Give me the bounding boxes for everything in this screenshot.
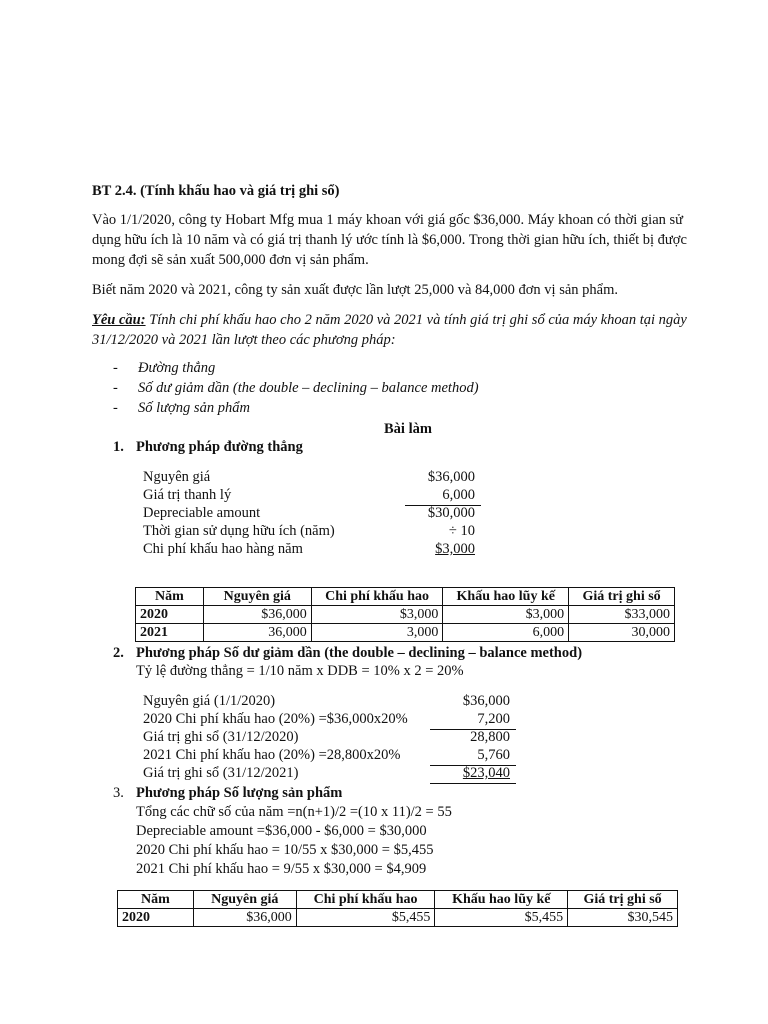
intro-paragraph: Vào 1/1/2020, công ty Hobart Mfg mua 1 máy khoan với giá gốc $36,000. Máy khoan có thời gian sử dụng hữu ích là 10 năm và có giá trị thanh lý ước tính là $6,000. Trong thời gian hữu ích, thiết bị được mong đợi sẽ sản xuất 500,000 đơn vị sản phẩm. [92, 212, 687, 268]
straight-line-table [135, 587, 675, 642]
calc-label: Giá trị thanh lý [143, 487, 232, 503]
calc-label: Chi phí khấu hao hàng năm [143, 541, 303, 557]
table-cell: 3,000 [311, 624, 443, 642]
calc-value: $3,000 [435, 541, 475, 557]
calc-label: Nguyên giá [143, 469, 211, 485]
section1-title: Phương pháp đường thẳng [136, 439, 303, 455]
section3-number: 3. [113, 785, 124, 801]
requirement-label: Yêu cầu: [92, 312, 146, 328]
section2-number: 2. [113, 645, 124, 661]
calc-label: Nguyên giá (1/1/2020) [143, 693, 276, 709]
requirement-text: Tính chi phí khấu hao cho 2 năm 2020 và 2021 và tính giá trị ghi sổ của máy khoan tại ngày 31/12/2020 và 2021 lần lượt theo các phương pháp: [92, 312, 687, 348]
table-cell: $30,545 [568, 909, 678, 927]
soyd-line: 2020 Chi phí khấu hao = 10/55 x $30,000 = $5,455 [136, 842, 434, 858]
exercise-title: BT 2.4. (Tính khấu hao và giá trị ghi sổ) [92, 183, 340, 199]
solution-heading: Bài làm [384, 421, 432, 437]
calc-label: Depreciable amount [143, 505, 261, 521]
method-bullet: - [113, 380, 118, 396]
table-cell: 2021 [136, 624, 204, 642]
production-paragraph: Biết năm 2020 và 2021, công ty sản xuất được lần lượt 25,000 và 84,000 đơn vị sản phẩm. [92, 282, 619, 298]
table-header: Giá trị ghi sổ [568, 891, 678, 909]
table-cell: 2020 [136, 606, 204, 624]
table-row [136, 624, 675, 642]
soyd-line: Depreciable amount =$36,000 - $6,000 = $30,000 [136, 823, 427, 839]
table-header: Năm [136, 588, 204, 606]
soyd-line: 2021 Chi phí khấu hao = 9/55 x $30,000 = $4,909 [136, 861, 427, 877]
table-cell: 30,000 [569, 624, 675, 642]
table-header: Chi phí khấu hao [311, 588, 443, 606]
table-header: Khấu hao lũy kế [443, 588, 569, 606]
section1-number: 1. [113, 439, 124, 455]
requirement-paragraph [92, 310, 692, 350]
table-cell: $5,455 [435, 909, 568, 927]
table-header-row [118, 891, 678, 909]
calc-value: $36,000 [462, 693, 510, 709]
calc-value: $36,000 [427, 469, 475, 485]
calc-label: 2021 Chi phí khấu hao (20%) =28,800x20% [143, 747, 401, 763]
method-bullet: - [113, 400, 118, 416]
method-item: Đường thẳng [138, 360, 216, 376]
ddb-rate-line: Tỷ lệ đường thẳng = 1/10 năm x DDB = 10% x 2 = 20% [136, 663, 464, 679]
table-row [118, 909, 678, 927]
table-cell: $3,000 [443, 606, 569, 624]
table-cell: $36,000 [203, 606, 311, 624]
table-cell: 2020 [118, 909, 194, 927]
calc-value: 28,800 [470, 729, 510, 745]
table-header: Nguyên giá [193, 891, 296, 909]
underline [430, 783, 516, 784]
calc-value: 7,200 [477, 711, 510, 727]
table-header: Khấu hao lũy kế [435, 891, 568, 909]
table-cell: $5,455 [296, 909, 435, 927]
calc-value: 5,760 [477, 747, 510, 763]
calc-label: Giá trị ghi sổ (31/12/2021) [143, 765, 299, 781]
section3-title: Phương pháp Số lượng sản phẩm [136, 785, 343, 801]
calc-label: 2020 Chi phí khấu hao (20%) =$36,000x20% [143, 711, 408, 727]
table-cell: 36,000 [203, 624, 311, 642]
method-item: Số dư giảm dần (the double – declining – balance method) [138, 380, 479, 396]
table-cell: $33,000 [569, 606, 675, 624]
soyd-line: Tổng các chữ số của năm =n(n+1)/2 =(10 x 11)/2 = 55 [136, 804, 452, 820]
table-header: Giá trị ghi sổ [569, 588, 675, 606]
table-header: Nguyên giá [203, 588, 311, 606]
table-cell: 6,000 [443, 624, 569, 642]
table-header-row [136, 588, 675, 606]
table-row [136, 606, 675, 624]
calc-value: $30,000 [427, 505, 475, 521]
table-header: Chi phí khấu hao [296, 891, 435, 909]
table-header: Năm [118, 891, 194, 909]
method-item: Số lượng sản phẩm [138, 400, 250, 416]
calc-label: Giá trị ghi sổ (31/12/2020) [143, 729, 299, 745]
table-cell: $3,000 [311, 606, 443, 624]
calc-value: ÷ 10 [448, 523, 475, 539]
units-table [117, 890, 678, 927]
calc-value: 6,000 [442, 487, 475, 503]
table-cell: $36,000 [193, 909, 296, 927]
section2-title: Phương pháp Số dư giảm dần (the double – declining – balance method) [136, 645, 583, 661]
calc-value: $23,040 [462, 765, 510, 781]
calc-label: Thời gian sử dụng hữu ích (năm) [143, 523, 335, 539]
method-bullet: - [113, 360, 118, 376]
